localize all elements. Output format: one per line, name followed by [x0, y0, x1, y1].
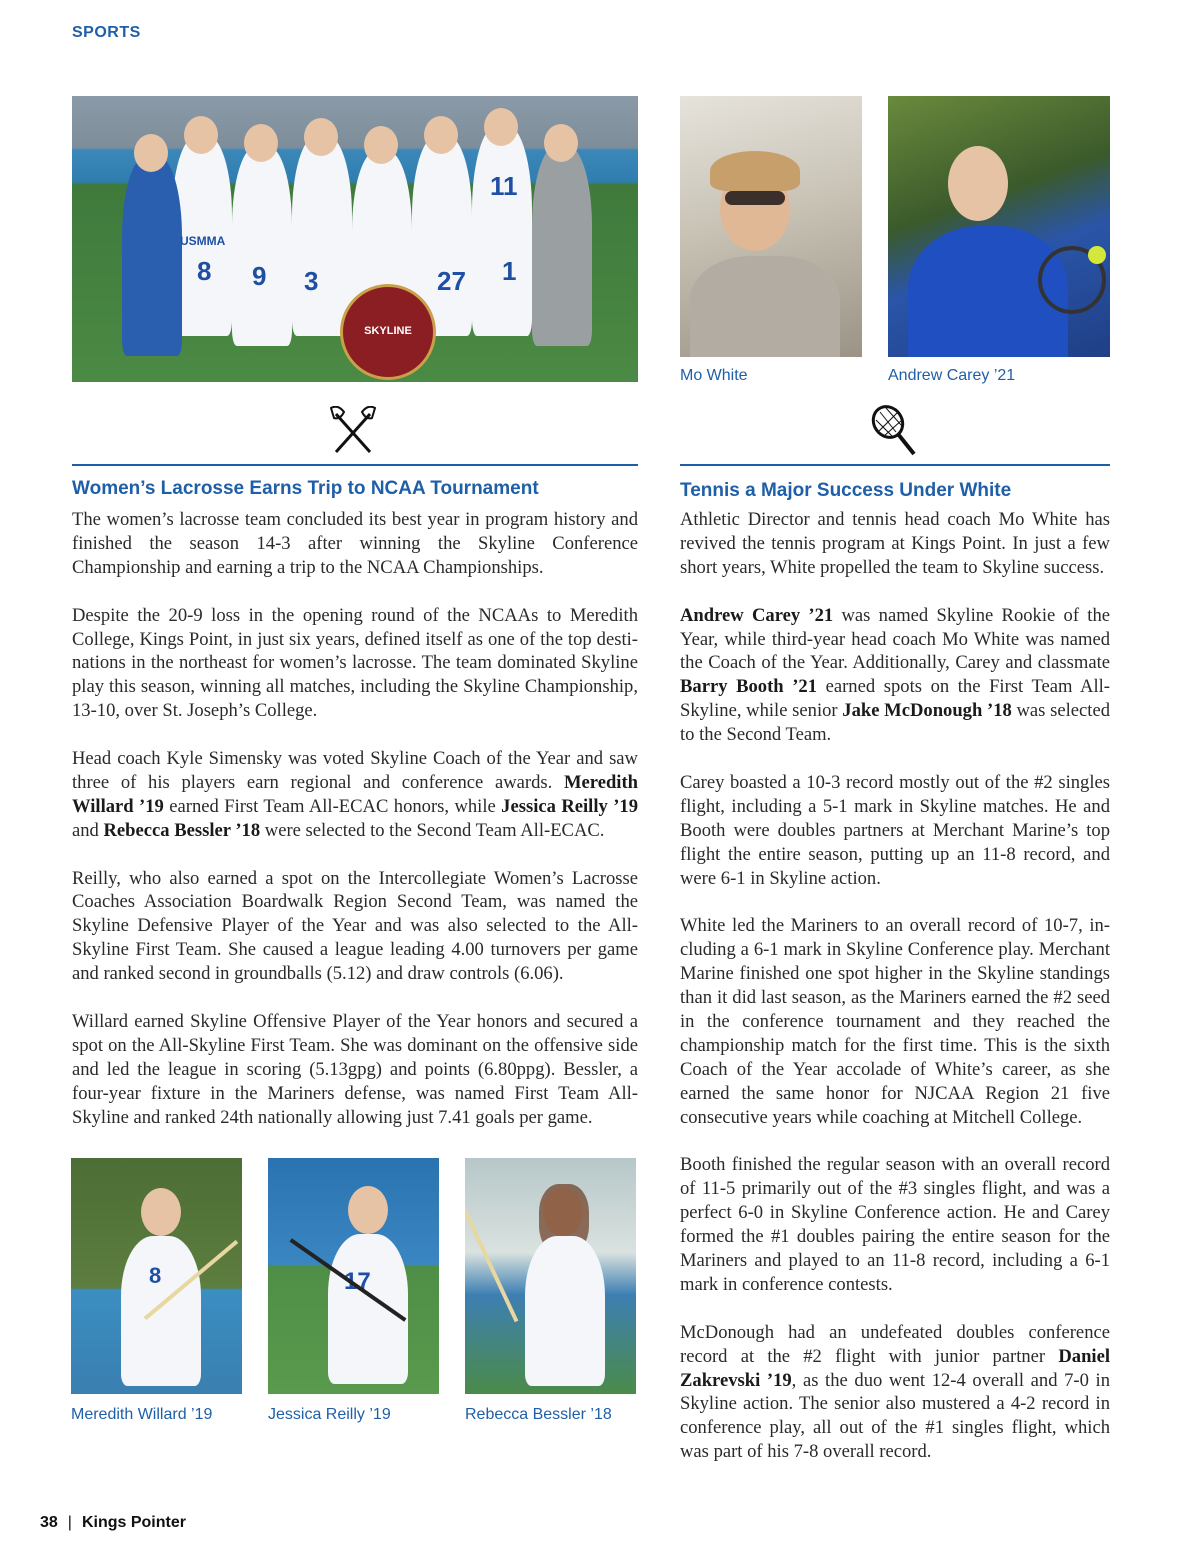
- player-name: Meredith Willard ’19: [72, 771, 638, 817]
- tennis-divider: [680, 464, 1110, 466]
- crossed-lacrosse-sticks-icon: [330, 406, 376, 456]
- paragraph: Willard earned Skyline Offensive Player of the Year honors and secured a spot on the All-Skyline First Team. She was dominant on the offensive side and led the league in scoring (5.13gpg) and points (6.80ppg). Bessler, a four-year fixture in the Mariners defense, was named First Team All-Skyline and ranked 24th nationally allowing just 7.41 goals per game.: [72, 1010, 638, 1128]
- player-name: Barry Booth ’21: [680, 676, 818, 698]
- jersey-lettering: USMMA: [180, 234, 226, 248]
- jersey-number: 27: [437, 266, 466, 296]
- paragraph: Head coach Kyle Simensky was voted Skyline Coach of the Year and saw three of his players earn regional and conference awards. Meredith Willard ’19 earned First Team All-ECAC honors, while Jessica Reilly ’19 and Rebecca Bessler ’18 were selected to the Second Team All-ECAC.: [72, 748, 638, 841]
- jersey-number: 1: [502, 256, 517, 286]
- paragraph: Andrew Carey ’21 was named Skyline Rookie of the Year, while third-year head coach Mo White was named the Coach of the Year. Additionally, Carey and classmate Barry Booth ’21 earned spots on the First Team All-Skyline, while senior Jake McDonough ’18 was selected to the Second Team.: [680, 604, 1110, 746]
- jersey-number: 11: [490, 171, 518, 201]
- skyline-banner: [340, 284, 436, 380]
- jessica-reilly-caption: Jessica Reilly ’19: [268, 1406, 391, 1423]
- tennis-racket-icon: [870, 404, 920, 458]
- rebecca-bessler-photo: [465, 1158, 636, 1394]
- player-name: Andrew Carey ’21: [680, 604, 834, 626]
- page-footer: [40, 1514, 186, 1532]
- lacrosse-article: [72, 508, 638, 1153]
- section-label: SPORTS: [72, 24, 141, 41]
- andrew-carey-photo: [888, 96, 1110, 357]
- paragraph: McDonough had an undefeated doubles conference record at the #2 flight with junior partner Daniel Zakrevski ’19, as the duo went 12-4 overall and 7-0 in Skyline action. The senior also mustered a 4-2 record in conference play, all out of the #1 singles flight, which was part of his 7-8 overall record.: [680, 1321, 1110, 1463]
- jersey-number: 8: [197, 256, 212, 286]
- tennis-headline: Tennis a Major Success Under White: [680, 480, 1012, 501]
- paragraph: Booth finished the regular season with an overall record of 11-5 primarily out of the #3 singles flight, and was a perfect 6-0 in Skyline Conference action. He and Carey formed the #1 doubles pairing the entire season for the Mariners and played to an 11-8 record, including a 6-1 mark in conference contests.: [680, 1154, 1110, 1295]
- meredith-willard-photo: [71, 1158, 242, 1394]
- jersey-number: 3: [304, 266, 319, 296]
- paragraph: White led the Mariners to an overall record of 10-7, in-cluding a 6-1 mark in Skyline Conference play. Merchant Marine finished one spot higher in the Skyline standings than it did last season, as the Mariners earned the #2 seed in the conference tournament and they reached the championship match for the first time. This is the sixth Coach of the Year accolade of White’s career, as she earned the same honor for NJCAA Region 21 five consecutive years while coaching at Mitchell College.: [680, 915, 1110, 1128]
- banner-text: SKYLINE: [364, 325, 412, 337]
- paragraph: Carey boasted a 10-3 record mostly out of the #2 singles flight, including a 5-1 mark in Skyline matches. He and Booth were doubles partners at Merchant Marine’s top flight the entire season, putting up an 11-8 record, and were 6-1 in Skyline action.: [680, 771, 1110, 889]
- player-name: Rebecca Bessler ’18: [103, 819, 261, 841]
- mo-white-photo: [680, 96, 862, 357]
- player-name: Jake McDonough ’18: [842, 700, 1012, 722]
- player-name: Daniel Zakrevski ’19: [680, 1345, 1110, 1391]
- lacrosse-divider: [72, 464, 638, 466]
- paragraph: Reilly, who also earned a spot on the Intercollegiate Women’s Lacrosse Coaches Association Boardwalk Region Second Team, was named the Skyline Defensive Player of the Year and was also selected to the All-Skyline First Team. She caused a league leading 4.00 turnovers per game and ranked second in groundballs (5.12) and draw controls (6.06).: [72, 867, 638, 985]
- meredith-willard-caption: Meredith Willard ’19: [71, 1406, 213, 1423]
- page-number: 38: [40, 1514, 58, 1531]
- jersey-number: 8: [149, 1263, 162, 1288]
- footer-separator: |: [67, 1514, 72, 1531]
- player-name: Jessica Reilly ’19: [501, 795, 638, 817]
- andrew-carey-caption: Andrew Carey ’21: [888, 367, 1016, 384]
- mo-white-caption: Mo White: [680, 367, 748, 384]
- paragraph: Despite the 20-9 loss in the opening round of the NCAAs to Meredith College, Kings Point, in just six years, defined itself as one of the top desti-nations in the northeast for women’s lacrosse. The team dominated Skyline play this season, winning all matches, including the Skyline Championship, 13-10, over St. Joseph’s College.: [72, 604, 638, 722]
- paragraph: Athletic Director and tennis head coach Mo White has revived the tennis program at Kings Point. In just a few short years, White propelled the team to Skyline success.: [680, 509, 1110, 578]
- tennis-article: [680, 508, 1110, 1488]
- jessica-reilly-photo: 17: [268, 1158, 439, 1394]
- paragraph: The women’s lacrosse team concluded its best year in program history and finished the season 14-3 after winning the Skyline Conference Championship and earning a trip to the NCAA Championships.: [72, 509, 638, 578]
- lacrosse-headline: Women’s Lacrosse Earns Trip to NCAA Tournament: [72, 478, 539, 499]
- publication-name: Kings Pointer: [81, 1514, 186, 1531]
- rebecca-bessler-caption: Rebecca Bessler ’18: [465, 1406, 612, 1423]
- team-photo: [72, 96, 638, 382]
- jersey-number: 9: [252, 261, 267, 291]
